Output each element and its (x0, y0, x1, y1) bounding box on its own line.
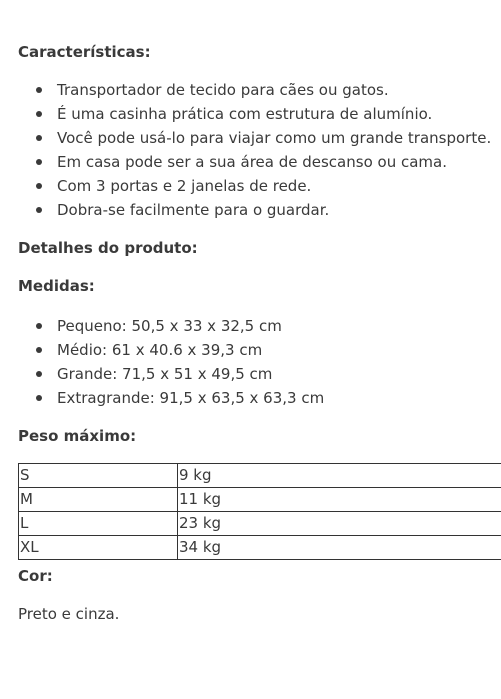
measures-list (0, 314, 324, 410)
bullet-icon (36, 347, 42, 353)
list-item (0, 314, 324, 338)
table-cell-size: S (19, 464, 178, 488)
table-cell-weight: 11 kg (178, 488, 501, 512)
list-item-text: Você pode usá-lo para viajar como um grande transporte. (57, 129, 492, 147)
table-row (19, 536, 501, 560)
bullet-icon (36, 207, 42, 213)
details-heading: Detalhes do produto: (18, 239, 198, 257)
list-item-text: Com 3 portas e 2 janelas de rede. (57, 177, 312, 195)
table-cell-weight: 34 kg (178, 536, 501, 560)
table-cell-size: M (19, 488, 178, 512)
color-value: Preto e cinza. (18, 605, 120, 623)
bullet-icon (36, 371, 42, 377)
bullet-icon (36, 111, 42, 117)
list-item (0, 150, 491, 174)
table-row (19, 512, 501, 536)
bullet-icon (36, 183, 42, 189)
bullet-icon (36, 87, 42, 93)
list-item-text: Médio: 61 x 40.6 x 39,3 cm (57, 341, 263, 359)
measures-heading: Medidas: (18, 277, 95, 295)
features-list (0, 78, 491, 222)
color-heading: Cor: (18, 567, 53, 585)
list-item (0, 174, 491, 198)
list-item-text: Pequeno: 50,5 x 33 x 32,5 cm (57, 317, 282, 335)
bullet-icon (36, 323, 42, 329)
list-item (0, 362, 324, 386)
bullet-icon (36, 395, 42, 401)
max-weight-table (18, 463, 501, 560)
features-heading: Características: (18, 43, 151, 61)
list-item-text: Transportador de tecido para cães ou gatos. (57, 81, 389, 99)
list-item (0, 102, 491, 126)
list-item-text: Dobra-se facilmente para o guardar. (57, 201, 330, 219)
table-cell-size: XL (19, 536, 178, 560)
table-cell-weight: 23 kg (178, 512, 501, 536)
table-row (19, 464, 501, 488)
list-item-text: Grande: 71,5 x 51 x 49,5 cm (57, 365, 273, 383)
table-cell-size: L (19, 512, 178, 536)
list-item (0, 338, 324, 362)
list-item (0, 198, 491, 222)
list-item-text: Extragrande: 91,5 x 63,5 x 63,3 cm (57, 389, 325, 407)
max-weight-heading: Peso máximo: (18, 427, 137, 445)
list-item (0, 126, 491, 150)
bullet-icon (36, 159, 42, 165)
list-item (0, 386, 324, 410)
table-cell-weight: 9 kg (178, 464, 501, 488)
list-item-text: Em casa pode ser a sua área de descanso ou cama. (57, 153, 447, 171)
bullet-icon (36, 135, 42, 141)
list-item-text: É uma casinha prática com estrutura de alumínio. (57, 105, 433, 123)
list-item (0, 78, 491, 102)
table-row (19, 488, 501, 512)
